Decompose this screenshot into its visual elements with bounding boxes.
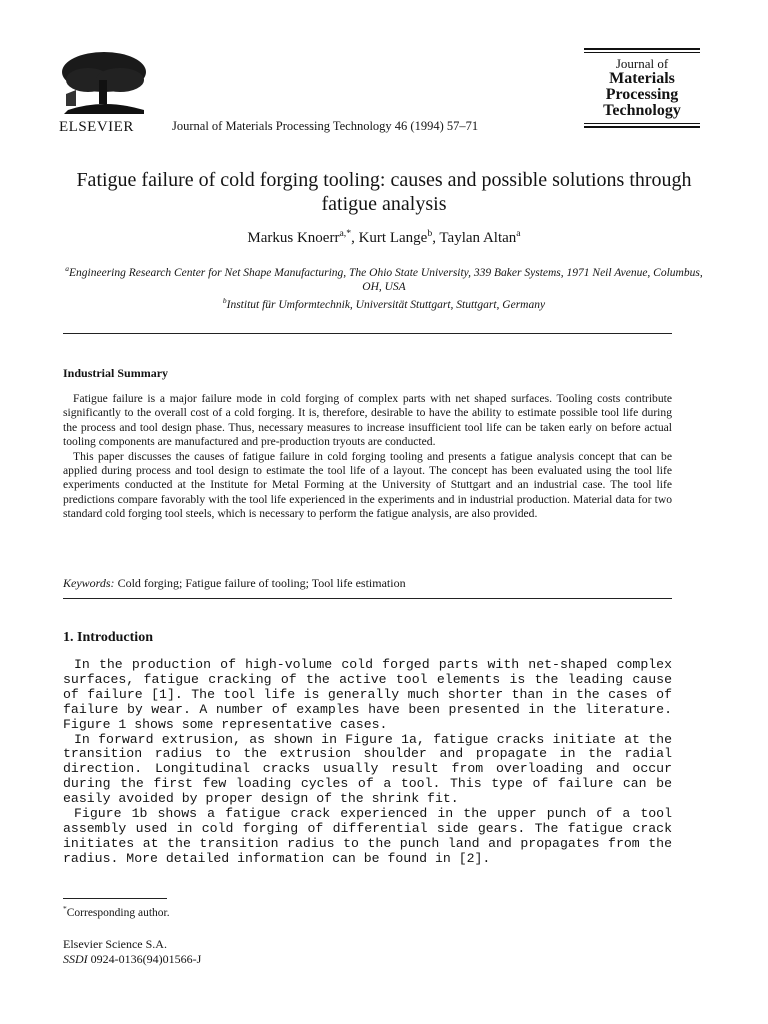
keywords-label: Keywords:	[63, 576, 115, 590]
ssdi-value: 0924-0136(94)01566-J	[90, 952, 202, 966]
footnote-text: Corresponding author.	[66, 906, 170, 919]
elsevier-tree-logo	[58, 50, 150, 116]
author-name: Taylan Altan	[439, 230, 517, 246]
summary-heading: Industrial Summary	[63, 366, 169, 380]
author-affiliation-mark: a,	[339, 228, 347, 239]
author-affiliation-mark: b	[427, 228, 433, 239]
journal-box-rule	[584, 123, 700, 124]
affiliation-mark: b	[222, 295, 227, 305]
journal-box-rule	[584, 48, 700, 50]
paper-title: Fatigue failure of cold forging tooling: causes and possible solutions through fatigue analysis	[76, 169, 692, 215]
journal-citation: Journal of Materials Processing Technology 46 (1994) 57–71	[172, 119, 479, 133]
affiliation-text: Engineering Research Center for Net Shape Manufacturing, The Ohio State University, 339 Baker Systems, 1971 Neil Avenue, Columbus, OH, USA	[69, 266, 703, 293]
journal-name-line: Technology	[603, 102, 681, 119]
author-name: Markus Knoerr	[247, 230, 340, 246]
journal-name-line: Journal of	[615, 56, 669, 71]
introduction-paragraph: Figure 1b shows a fatigue crack experienced in the upper punch of a tool assembly used in cold forging of differential side gears. The fatigue crack initiates at the transition radius to the punch land and propagates from the radius. More detailed information can be found in [2].	[63, 806, 672, 866]
footnote	[63, 904, 170, 919]
journal-box-rule	[584, 126, 700, 128]
summary-paragraph: This paper discusses the causes of fatigue failure in cold forging tooling and presents a fatigue analysis concept that can be applied during process and tool design to estimate the tool life of a layout. The concept has been evaluated using the tool life experiments conducted at the Institute for Metal Forming at the University of Stuttgart and an industrial case. The tool life predictions compare favorably with the tool life experienced in the experiments and in industrial production. Material data for two standard cold forging tool steels, which is necessary to perform the fatigue analysis, are also provided.	[63, 449, 672, 521]
publisher-name: ELSEVIER	[59, 119, 134, 135]
section-divider	[63, 598, 672, 599]
ssdi-label: SSDI	[63, 952, 88, 966]
publisher-info	[63, 937, 201, 967]
author-affiliation-mark: a	[516, 228, 521, 239]
summary-body	[63, 392, 672, 522]
publisher-info-line: Elsevier Science S.A.	[63, 937, 167, 951]
keywords-text: Cold forging; Fatigue failure of tooling; Tool life estimation	[117, 576, 406, 590]
introduction-paragraph: In forward extrusion, as shown in Figure 1a, fatigue cracks initiate at the transition radius to the extrusion shoulder and propagate in the radial direction. Longitudinal cracks usually result from overloading and occur during the first few loading cycles of a tool. This type of failure can be easily avoided by proper design of the shrink fit.	[63, 731, 672, 807]
affiliation-a	[62, 262, 706, 294]
introduction-paragraph: In the production of high-volume cold forged parts with net-shaped complex surfaces, fatigue cracking of the active tool elements is the leading cause of failure [1]. The tool life is generally much shorter than in the cases of failure by wear. A number of examples have been presented in the literature. Figure 1 shows some representative cases.	[63, 657, 672, 732]
ssdi-line	[63, 952, 201, 967]
summary-paragraph: Fatigue failure is a major failure mode in cold forging of complex parts with net shaped surfaces. Tooling costs contribute significantly to the overall cost of a cold forging. It is, therefore, desirable to have the ability to estimate possible tool life during the process and tool design phase. Thus, necessary measures to increase insufficient tool life can be taken early on before actual tooling components are manufactured and pre-production tryouts are conducted.	[63, 392, 672, 449]
affiliation-mark: a	[65, 264, 70, 273]
author-name: Kurt Lange	[358, 230, 428, 246]
author-list	[60, 228, 708, 247]
section-divider	[63, 333, 672, 334]
author-separator: ,	[432, 230, 440, 246]
affiliations	[62, 262, 706, 312]
footnote-rule	[63, 898, 167, 899]
affiliation-b	[62, 294, 706, 312]
introduction-body	[63, 658, 672, 867]
journal-name-line: Processing	[605, 86, 679, 103]
journal-name-box	[584, 56, 700, 119]
journal-name-line: Materials	[609, 70, 675, 87]
corresponding-author-mark: *	[346, 228, 352, 239]
footnote-mark: *	[63, 904, 67, 913]
author-separator: ,	[351, 230, 359, 246]
section-heading-introduction: 1. Introduction	[63, 630, 153, 645]
keywords	[63, 576, 406, 591]
journal-box-rule	[584, 52, 700, 53]
affiliation-text: Institut für Umformtechnik, Universität Stuttgart, Stuttgart, Germany	[226, 298, 546, 311]
